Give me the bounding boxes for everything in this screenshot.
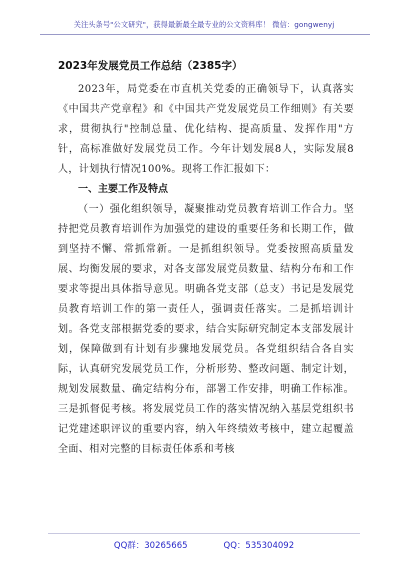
section-heading: 一、主要工作及特点 [78,184,168,195]
qq-group-text: QQ群：30265665 [113,541,188,551]
header-divider [40,34,370,35]
header-banner: 关注头条号"公文研究"，获得最新最全最专业的公文资料库！ 微信：gongwenyj [73,20,335,29]
qq-contact-text: QQ：535304092 [223,541,295,551]
intro-paragraph: 2023年，局党委在市直机关党委的正确领导下，认真落实《中国共产党章程》和《中国共产党发展党员工作细则》有关要求，贯彻执行"控制总量、优化结构、提高质量、发挥作用"方针，高标准做好发展党员工作。今年计划发展8人，实际发展8人，计划执行情况100%。现将工作汇报如下： [58,84,354,175]
section-paragraph: （一）强化组织领导，凝聚推动党员教育培训工作合力。坚持把党员教育培训作为加强党的建设的重要任务和长期工作，做到坚持不懈、常抓常新。一是抓组织领导。党委按照高质量发展、均衡发展的要求，对各支部发展党员数量、结构分布和工作要求等提出具体指导意见。明确各党支部（总支）书记是发展党员教育培训工作的第一责任人，强调责任落实。二是抓培训计划。各党支部根据党委的要求，结合实际研究制定本支部发展计划，保障做到有计划有步骤地发展党员。各党组织结合各自实际，认真研究发展党员工作，分析形势、整改问题、制定计划，规划发展数量、确定结构分布，部署工作安排，明确工作标准。三是抓督促考核。将发展党员工作的落实情况纳入基层党组织书记党建述职评议的重要内容，纳入年终绩效考核中，建立起覆盖全面、相对完整的目标责任体系和考核 [58,204,354,455]
footer-divider [48,533,360,534]
document-title: 2023年发展党员工作总结（2385字） [58,60,243,72]
document-body [58,80,354,460]
footer-contact [48,536,360,554]
